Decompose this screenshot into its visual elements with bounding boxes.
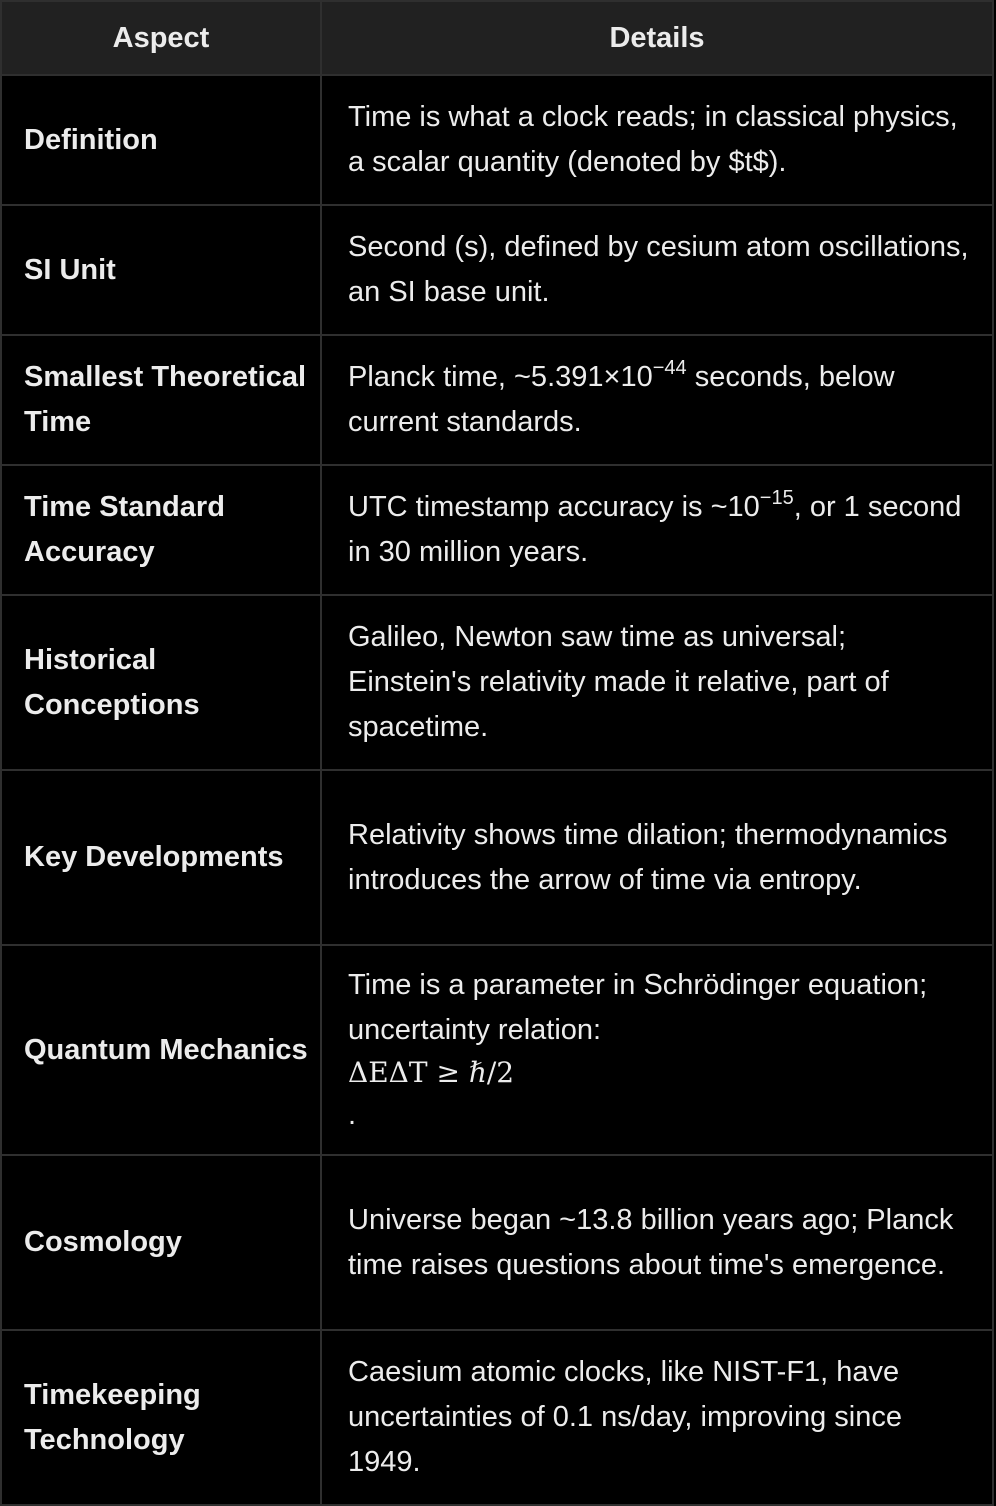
details-text: Planck time, ~5.391×10 <box>348 361 653 393</box>
row-details-key-developments: Relativity shows time dilation; thermodynamics introduces the arrow of time via entropy. <box>321 770 993 945</box>
table-row <box>1 75 993 205</box>
uncertainty-equation: ΔEΔT ≥ ℏ/2 <box>348 1055 515 1089</box>
row-details-cosmology: Universe began ~13.8 billion years ago; Planck time raises questions about time's emergence. <box>321 1155 993 1330</box>
row-aspect-si-unit: SI Unit <box>1 205 321 335</box>
column-header-aspect: Aspect <box>1 1 321 75</box>
exponent: −44 <box>652 357 687 380</box>
equation-period: . <box>348 1098 357 1131</box>
row-details-historical-conceptions: Galileo, Newton saw time as universal; Einstein's relativity made it relative, part of spacetime. <box>321 595 993 770</box>
exponent: −15 <box>759 487 794 510</box>
table-row <box>1 770 993 945</box>
row-details-si-unit: Second (s), defined by cesium atom oscillations, an SI base unit. <box>321 205 993 335</box>
row-details-smallest-time <box>321 335 993 465</box>
table-row <box>1 465 993 595</box>
table-row <box>1 335 993 465</box>
row-details-timekeeping-technology: Caesium atomic clocks, like NIST-F1, have uncertainties of 0.1 ns/day, improving since 1949. <box>321 1330 993 1505</box>
table-row <box>1 205 993 335</box>
column-header-details: Details <box>321 1 993 75</box>
row-details-time-standard-accuracy <box>321 465 993 595</box>
details-text: Time is a parameter in Schrödinger equation; uncertainty relation: <box>348 968 928 1046</box>
row-aspect-definition: Definition <box>1 75 321 205</box>
table-row <box>1 1330 993 1505</box>
row-details-quantum-mechanics <box>321 945 993 1155</box>
table-row <box>1 595 993 770</box>
details-text: , or 1 second in 30 million years. <box>348 491 962 568</box>
row-aspect-timekeeping-technology: Timekeeping Technology <box>1 1330 321 1505</box>
row-aspect-cosmology: Cosmology <box>1 1155 321 1330</box>
details-text: seconds, below current standards. <box>348 361 895 438</box>
details-text: UTC timestamp accuracy is ~10 <box>348 491 760 523</box>
row-aspect-key-developments: Key Developments <box>1 770 321 945</box>
table-row <box>1 1155 993 1330</box>
row-aspect-time-standard-accuracy: Time Standard Accuracy <box>1 465 321 595</box>
row-aspect-quantum-mechanics: Quantum Mechanics <box>1 945 321 1155</box>
row-aspect-historical-conceptions: Historical Conceptions <box>1 595 321 770</box>
row-aspect-smallest-time: Smallest Theoretical Time <box>1 335 321 465</box>
table-header-row <box>1 1 993 75</box>
table-row <box>1 945 993 1155</box>
row-details-definition: Time is what a clock reads; in classical physics, a scalar quantity (denoted by $t$). <box>321 75 993 205</box>
